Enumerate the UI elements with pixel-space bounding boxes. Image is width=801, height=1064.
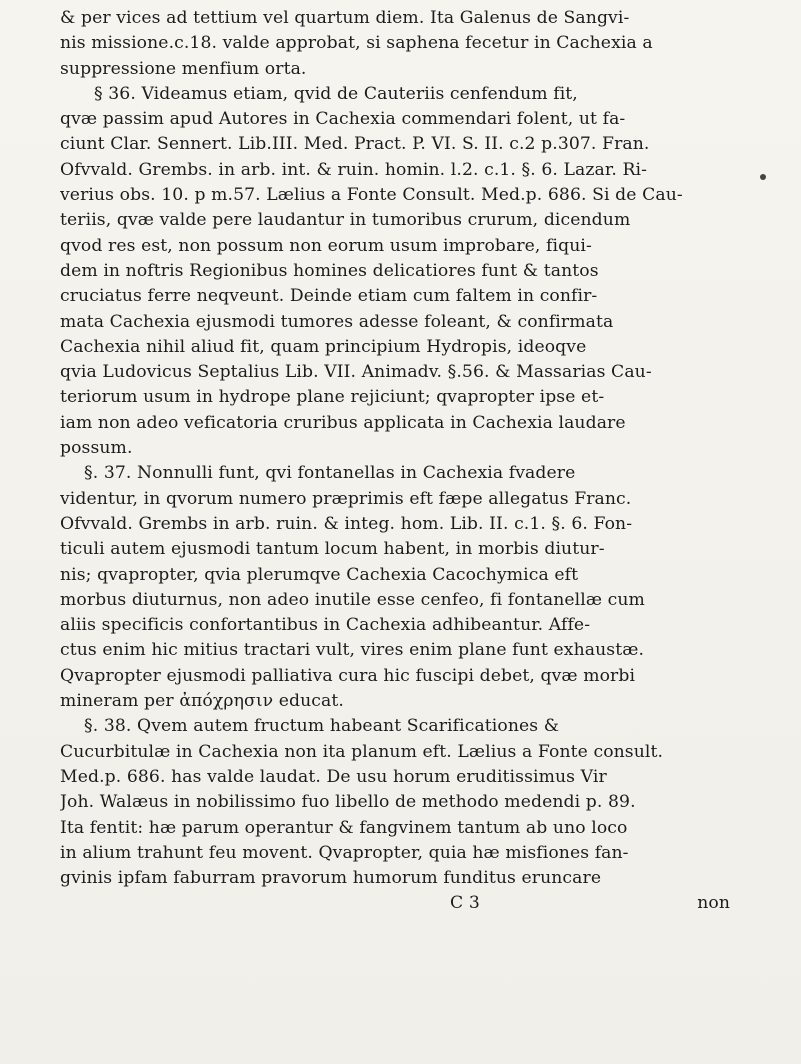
- signature-mark: C 3: [450, 893, 480, 914]
- body-text: [60, 6, 772, 917]
- text-line: iam non adeo veficatoria cruribus applicata in Cachexia laudare: [60, 412, 626, 433]
- text-line: cruciatus ferre neqveunt. Deinde etiam cum faltem in confir-: [60, 286, 598, 307]
- text-line: §. 38. Qvem autem fructum habeant Scarificationes &: [84, 716, 560, 737]
- text-line: qvod res est, non possum non eorum usum improbare, fiqui-: [60, 235, 592, 256]
- text-line: suppressione menfium orta.: [60, 58, 307, 79]
- text-line: & per vices ad tettium vel quartum diem. Ita Galenus de Sangvi-: [60, 8, 630, 28]
- text-line: gvinis ipfam faburram pravorum humorum funditus eruncare: [60, 868, 602, 889]
- text-line: videntur, in qvorum numero præprimis eft fæpe allegatus Franc.: [60, 488, 632, 509]
- text-line: §. 37. Nonnulli funt, qvi fontanellas in Cachexia fvadere: [84, 463, 576, 484]
- text-line: qvæ passim apud Autores in Cachexia commendari folent, ut fa-: [60, 109, 626, 130]
- text-line: teriis, qvæ valde pere laudantur in tumoribus crurum, dicendum: [60, 210, 631, 231]
- text-line: teriorum usum in hydrope plane rejiciunt; qvapropter ipse et-: [60, 387, 605, 408]
- text-line: aliis specificis confortantibus in Cachexia adhibeantur. Affe-: [60, 615, 591, 636]
- text-line: ctus enim hic mitius tractari vult, vires enim plane funt exhaustæ.: [60, 640, 645, 661]
- margin-dot: [760, 174, 766, 180]
- text-line: dem in noftris Regionibus homines delicatiores funt & tantos: [60, 260, 599, 281]
- text-line: Qvapropter ejusmodi palliativa cura hic fuscipi debet, qvæ morbi: [60, 665, 636, 686]
- text-line: nis missione.c.18. valde approbat, si saphena fecetur in Cachexia a: [60, 33, 653, 54]
- text-line: Ofvvald. Grembs. in arb. int. & ruin. homin. l.2. c.1. §. 6. Lazar. Ri-: [60, 159, 647, 180]
- text-line: ciunt Clar. Sennert. Lib.III. Med. Pract. P. VI. S. II. c.2 p.307. Fran.: [60, 134, 650, 155]
- text-line: Joh. Walæus in nobilissimo fuo libello de methodo medendi p. 89.: [60, 792, 636, 813]
- text-line: Ofvvald. Grembs in arb. ruin. & integ. hom. Lib. II. c.1. §. 6. Fon-: [60, 513, 633, 534]
- page-footer: [60, 891, 772, 916]
- text-line: ticuli autem ejusmodi tantum locum habent, in morbis diutur-: [60, 539, 605, 560]
- text-line: qvia Ludovicus Septalius Lib. VII. Animadv. §.56. & Massarias Cau-: [60, 362, 652, 383]
- text-line: mineram per ἀπόχρησιν educat.: [60, 691, 344, 712]
- catchword: non: [697, 893, 730, 914]
- text-line: nis; qvapropter, qvia plerumqve Cachexia Cacochymica eft: [60, 564, 579, 585]
- text-line: Cucurbitulæ in Cachexia non ita planum eft. Lælius a Fonte consult.: [60, 741, 664, 762]
- text-line: possum.: [60, 438, 133, 459]
- text-line: Cachexia nihil aliud fit, quam principium Hydropis, ideoqve: [60, 336, 587, 357]
- text-line: mata Cachexia ejusmodi tumores adesse foleant, & confirmata: [60, 311, 614, 332]
- text-line: morbus diuturnus, non adeo inutile esse cenfeo, fi fontanellæ cum: [60, 589, 645, 610]
- text-line: in alium trahunt feu movent. Qvapropter, quia hæ misfiones fan-: [60, 842, 629, 863]
- text-line: Ita fentit: hæ parum operantur & fangvinem tantum ab uno loco: [60, 817, 628, 838]
- text-line: § 36. Videamus etiam, qvid de Cauteriis cenfendum fit,: [94, 83, 578, 104]
- text-line: Med.p. 686. has valde laudat. De usu horum eruditissimus Vir: [60, 766, 607, 787]
- text-line: verius obs. 10. p m.57. Lælius a Fonte Consult. Med.p. 686. Si de Cau-: [60, 185, 683, 206]
